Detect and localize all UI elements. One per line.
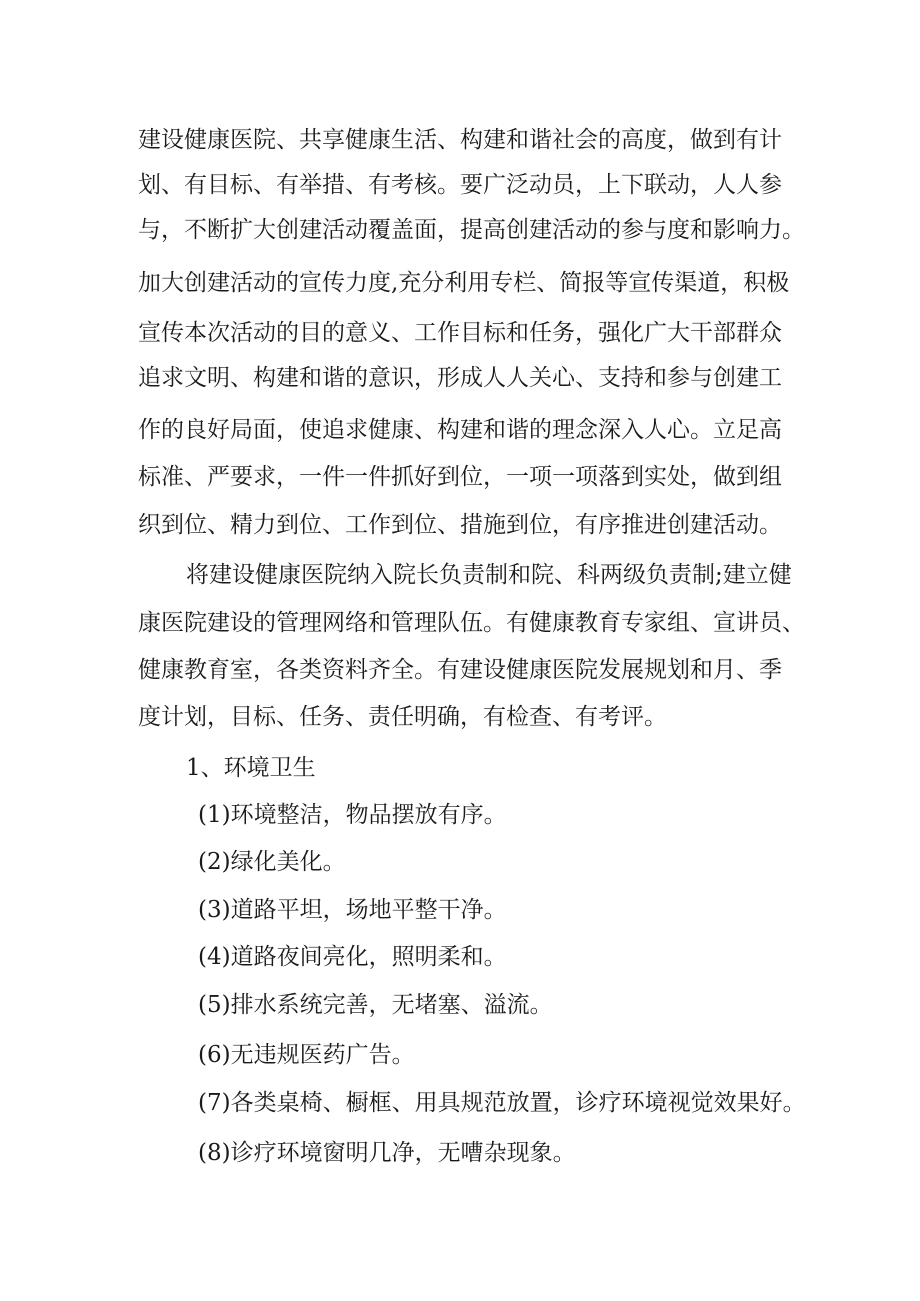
paragraph-line: 与，不断扩大创建活动覆盖面，提高创建活动的参与度和影响力。 [138,217,805,243]
paragraph-line: 追求文明、构建和谐的意识，形成人人关心、支持和参与创建工 [138,365,782,391]
section-heading: 1、环境卫生 [186,755,316,781]
paragraph-line: 作的良好局面，使追求健康、构建和谐的理念深入人心。立足高 [138,417,782,443]
list-item: (4)道路夜间亮化，照明柔和。 [198,944,507,970]
paragraph-line: 度计划，目标、任务、责任明确，有检查、有考评。 [138,704,667,730]
paragraph-line: 加大创建活动的宣传力度,充分利用专栏、简报等宣传渠道，积极 [138,270,790,296]
paragraph-line: 康医院建设的管理网络和管理队伍。有健康教育专家组、宣讲员、 [138,610,805,636]
paragraph-line: 划、有目标、有举措、有考核。要广泛动员，上下联动，人人参 [138,172,782,198]
list-item: (8)诊疗环境窗明几净，无嘈杂现象。 [198,1140,576,1166]
list-item: (3)道路平坦，场地平整干净。 [198,897,507,923]
list-item: (2)绿化美化。 [198,849,346,875]
list-item: (5)排水系统完善，无堵塞、溢流。 [198,992,553,1018]
paragraph-line: 宣传本次活动的目的意义、工作目标和任务，强化广大干部群众 [138,320,782,346]
paragraph-line: 建设健康医院、共享健康生活、构建和谐社会的高度，做到有计 [138,127,782,153]
list-item: (7)各类桌椅、橱框、用具规范放置，诊疗环境视觉效果好。 [198,1090,806,1116]
list-item: (1)环境整洁，物品摆放有序。 [198,802,507,828]
list-item: (6)无违规医药广告。 [198,1042,415,1068]
paragraph-line: 健康教育室，各类资料齐全。有建设健康医院发展规划和月、季 [138,657,782,683]
paragraph-line: 将建设健康医院纳入院长负责制和院、科两级负责制;建立健 [186,562,792,588]
paragraph-line: 标准、严要求，一件一件抓好到位，一项一项落到实处，做到组 [138,464,782,490]
paragraph-line: 织到位、精力到位、工作到位、措施到位，有序推进创建活动。 [138,512,782,538]
